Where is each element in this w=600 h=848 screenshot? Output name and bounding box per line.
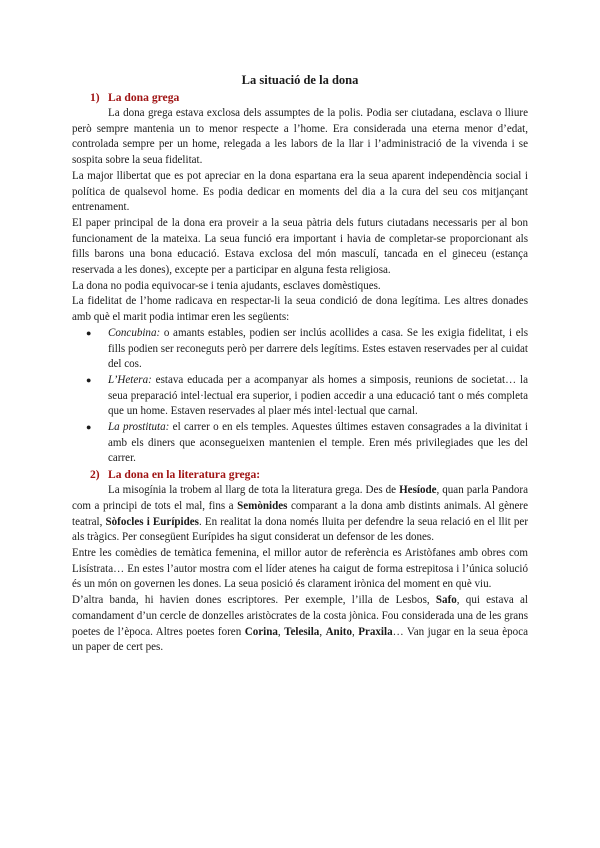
text-run: i bbox=[143, 515, 153, 528]
section-number: 2) bbox=[90, 468, 100, 482]
author-name: Praxila bbox=[358, 625, 393, 638]
text-run: … Van jugar en la seua època un paper de cert pes. bbox=[72, 625, 528, 654]
author-name: Sòfocles bbox=[105, 515, 144, 528]
paragraph: El paper principal de la dona era proveir a la seua pàtria dels futurs ciutadans necessaris per al bon funcionament de la mateixa. La seua funció era important i havia de completar-se proporcionant als fills barons una bona educació. Estava exclosa del món masculí, tancada en el gineceu (estança reservada a les dones), excepte per a participar en alguna festa religiosa. bbox=[72, 216, 528, 277]
list-item-text: el carrer o en els temples. Aquestes últimes estaven consagrades a la divinitat i amb els diners que aconsegueixen mantenien el temple. Eren més privilegiades que les del carrer. bbox=[108, 421, 528, 465]
list-item bbox=[86, 326, 528, 373]
author-name: Hesíode bbox=[399, 484, 437, 497]
section-title: La dona grega bbox=[108, 91, 180, 104]
paragraph: Entre les comèdies de temàtica femenina, el millor autor de referència es Aristòfanes amb obres com Lisístrata… En estes l’autor mostra com el líder atenes ha caigut de forma estrepitosa i l’única solució és un món on governen les dones. La seua posició és clarament irònica del moment en què viu. bbox=[72, 546, 528, 591]
section-heading-2 bbox=[72, 467, 528, 483]
list-item bbox=[86, 373, 528, 420]
bullet-icon: ● bbox=[86, 422, 92, 433]
document-page bbox=[72, 72, 528, 656]
paragraph: La dona no podia equivocar-se i tenia ajudants, esclaves domèstiques. bbox=[72, 279, 381, 292]
author-name: Telesila bbox=[284, 625, 320, 638]
text-run: comparant a la dona amb distints animals. Al gènere teatral, bbox=[72, 499, 528, 528]
paragraph bbox=[72, 483, 528, 546]
author-name: Anito bbox=[325, 625, 352, 638]
text-run: , quan parla Pandora com a principi de tots el mal, fins a bbox=[72, 484, 528, 512]
list-item-text: o amants estables, podien ser inclús acollides a casa. Se les exigia fidelitat, i els fills podien ser reconeguts però per darrere dels legítims. Estes estaven reservades per al cuidat del cos. bbox=[108, 326, 528, 371]
section-number: 1) bbox=[90, 91, 100, 104]
text-run: La misogínia la trobem al llarg de tota la literatura grega. Des de bbox=[108, 484, 400, 497]
author-name: Eurípides bbox=[152, 515, 199, 528]
author-name: Corina bbox=[244, 625, 278, 638]
paragraph: La major llibertat que es pot apreciar en la dona espartana era la seua aparent independència social i política de qualsevol home. Es podia dedicar en moments del dia a la cura del seu cos mitjançant entrenament. bbox=[72, 169, 528, 214]
bullet-icon: ● bbox=[86, 327, 92, 338]
paragraph: La fidelitat de l’home radicava en respectar-li la seua condició de dona legítima. Les altres donades amb què el marit podia intimar eren les següents: bbox=[72, 295, 528, 324]
page-title: La situació de la dona bbox=[241, 73, 359, 87]
bullet-icon: ● bbox=[86, 374, 92, 385]
text-run: , bbox=[351, 625, 359, 638]
list-item-term: La prostituta: bbox=[108, 421, 170, 434]
text-run: . En realitat la dona només lluita per defendre la seua relació en el llit per als tràgics. Per consegüent Eurípides ha sigut considerat un defensor de les dones. bbox=[72, 515, 528, 544]
section-title: La dona en la literatura grega: bbox=[108, 468, 261, 482]
list-item-term: Concubina: bbox=[108, 326, 161, 339]
paragraph: La dona grega estava exclosa dels assumptes de la polis. Podia ser ciutadana, esclava o lliure però sempre mantenia un to menor respecte a l’home. Era considerada una eterna menor d’edat, controlada sempre per un home, relegada a les labors de la llar i l’administració de la vivenda i se sospita sobre la seua fidelitat. bbox=[72, 107, 528, 167]
author-name: Safo bbox=[435, 594, 457, 607]
text-run: , bbox=[277, 625, 285, 638]
list-item-term: L’Hetera: bbox=[108, 373, 152, 386]
bullet-list bbox=[72, 326, 528, 467]
text-run: D’altra banda, hi havien dones escriptores. Per exemple, l’illa de Lesbos, bbox=[72, 594, 436, 607]
list-item-text: estava educada per a acompanyar als homes a simposis, reunions de societat… la seua preparació intel·lectual era superior, i podien accedir a una educació tant o més completa que un home. Estaven reservades al plaer més intel·lectual que carnal. bbox=[108, 373, 528, 418]
text-run: , bbox=[319, 625, 326, 638]
paragraph bbox=[72, 593, 528, 656]
section-heading-1 bbox=[72, 90, 528, 106]
author-name: Semònides bbox=[237, 499, 288, 512]
text-run: , qui estava al comandament d’un cercle de donzelles aristòcrates de la costa jònica. Fou considerada una de les grans poetes de l’època. Altres poetes foren bbox=[72, 594, 528, 638]
list-item bbox=[86, 420, 528, 467]
